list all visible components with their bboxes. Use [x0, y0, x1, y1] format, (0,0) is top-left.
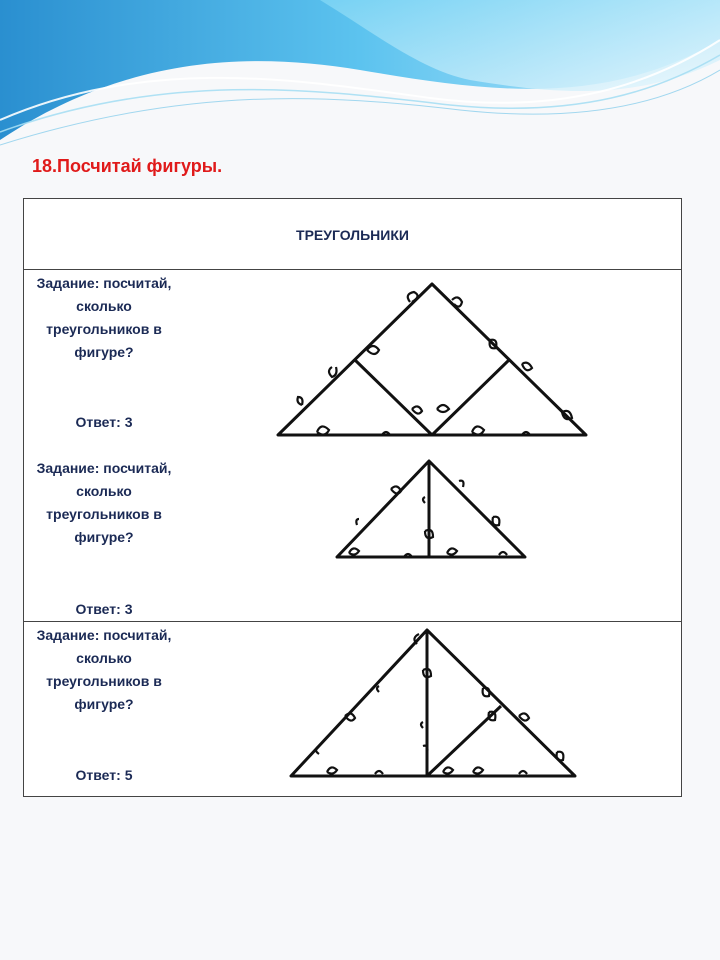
task-answer-3: Ответ: 5: [75, 767, 133, 783]
task-question-2: Задание: посчитай, сколько треугольников в фигуре?: [36, 460, 172, 545]
header-wave-decoration: [0, 0, 720, 150]
table-header: ТРЕУГОЛЬНИКИ: [296, 227, 409, 243]
table-row: [24, 270, 681, 622]
task-answer-1: Ответ: 3: [75, 414, 133, 430]
task-question-1: Задание: посчитай, сколько треугольников в фигуре?: [36, 275, 172, 360]
figure-triangles-2: [329, 457, 531, 565]
figure-triangles-1: [272, 272, 590, 455]
task-answer-2: Ответ: 3: [75, 601, 133, 617]
slide-title: 18.Посчитай фигуры.: [32, 156, 223, 176]
table-row: [24, 622, 681, 797]
figure-triangles-3: [279, 624, 581, 794]
task-table: [23, 198, 682, 797]
table-header-row: [24, 199, 681, 270]
task-question-3: Задание: посчитай, сколько треугольников в фигуре?: [36, 627, 172, 712]
